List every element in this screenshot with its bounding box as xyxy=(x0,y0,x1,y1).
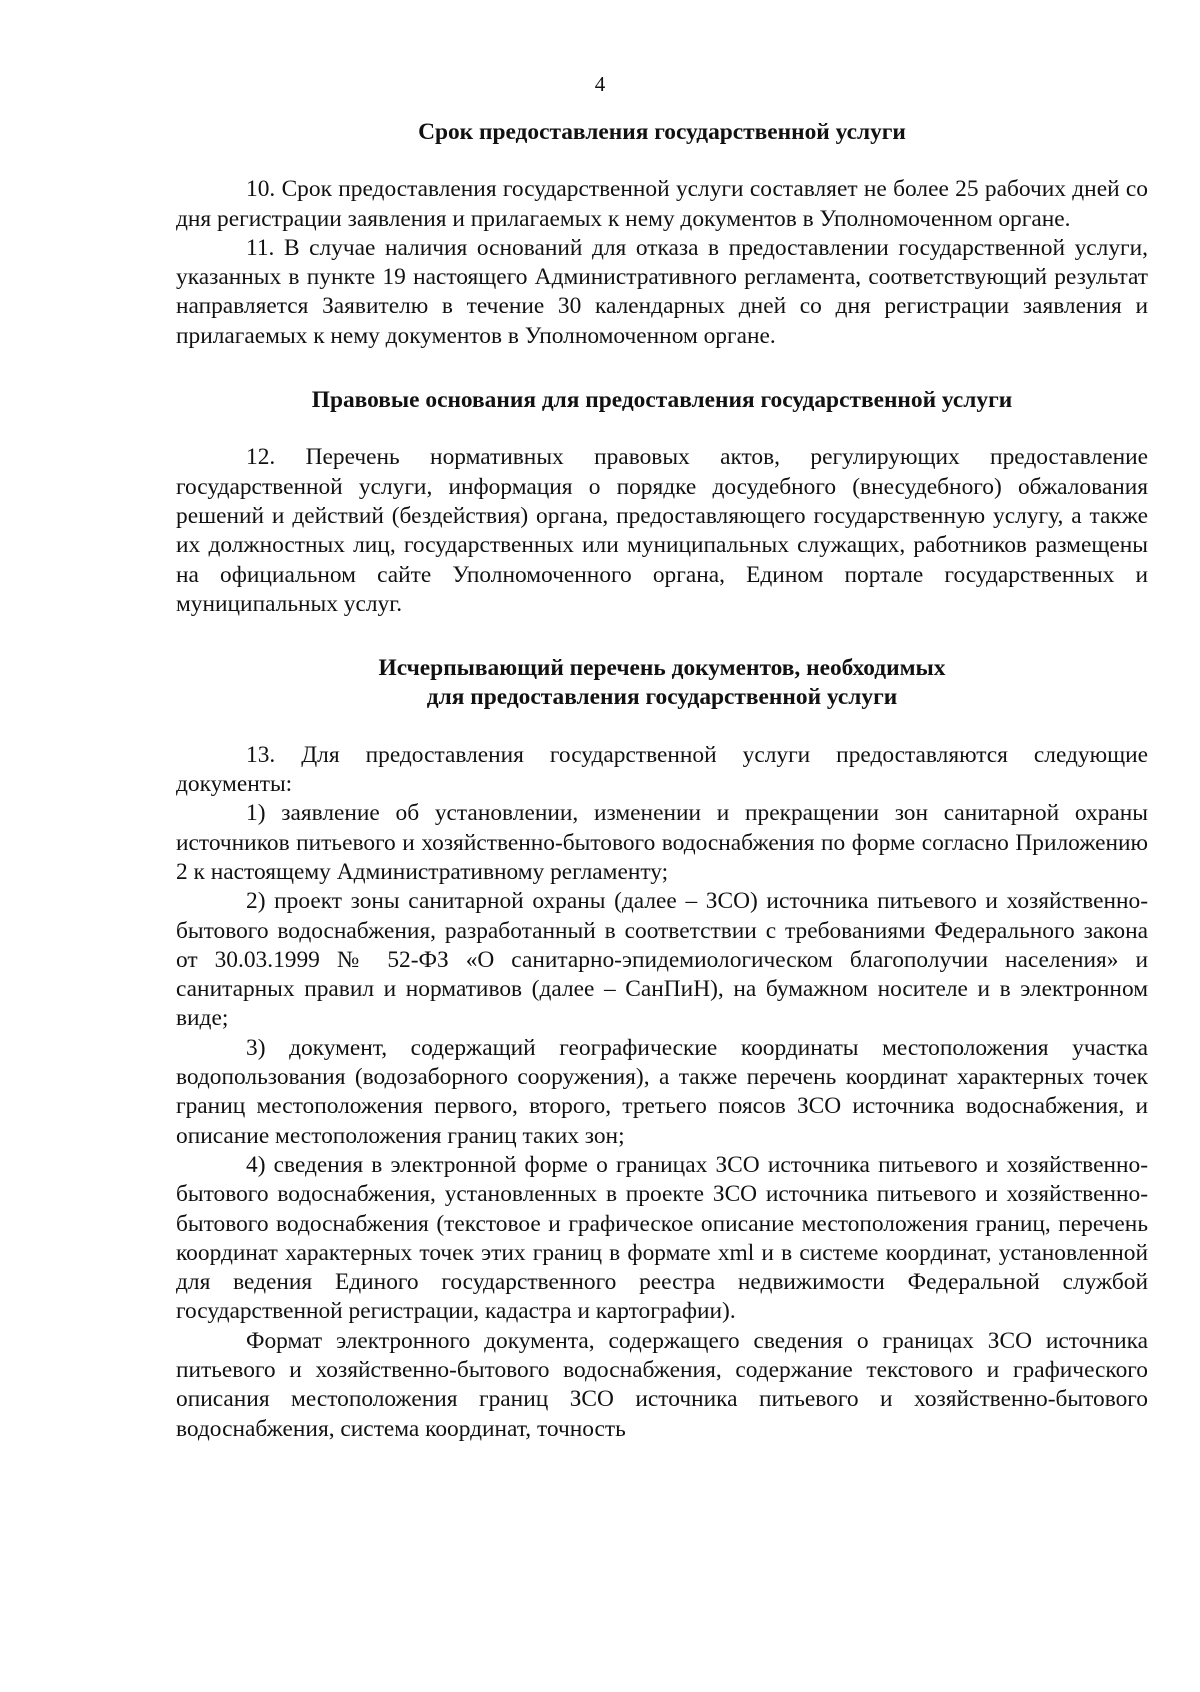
paragraph-13: 13. Для предоставления государственной услуги предоставляются следующие документы: xyxy=(176,741,1148,798)
section-title-documents-list xyxy=(176,654,1148,713)
list-item-4: 4) сведения в электронной форме о границах ЗСО источника питьевого и хозяйственно-бытового водоснабжения, установленных в проекте ЗСО источника питьевого и хозяйственно-бытового водоснабжения (текстовое и графическое описание местоположения границ, перечень координат характерных точек этих границ в формате xml и в системе координат, установленной для ведения Единого государственного реестра недвижимости Федеральной службой государственной регистрации, кадастра и картографии). xyxy=(176,1151,1148,1325)
paragraph-10: 10. Срок предоставления государственной услуги составляет не более 25 рабочих дней со дня регистрации заявления и прилагаемых к нему документов в Уполномоченном органе. xyxy=(176,176,1148,232)
section-title-line: Правовые основания для предоставления государственной услуги xyxy=(311,387,1013,414)
list-item-1: 1) заявление об установлении, изменении и прекращении зон санитарной охраны источников питьевого и хозяйственно-бытового водоснабжения по форме согласно Приложению 2 к настоящему Административному регламенту; xyxy=(176,800,1148,885)
document-body xyxy=(176,118,1148,1444)
paragraph-format: Формат электронного документа, содержащего сведения о границах ЗСО источника питьевого и хозяйственно-бытового водоснабжения, содержание текстового и графического описания местоположения границ ЗСО источника питьевого и хозяйственно-бытового водоснабжения, система координат, точность xyxy=(176,1327,1148,1442)
section-title-legal-basis xyxy=(176,386,1148,415)
paragraph-11: 11. В случае наличия оснований для отказа в предоставлении государственной услуги, указанных в пункте 19 настоящего Административного регламента, соответствующий результат направляется Заявителю в течение 30 календарных дней со дня регистрации заявления и прилагаемых к нему документов в Уполномоченном органе. xyxy=(176,234,1148,349)
section-title-term xyxy=(176,118,1148,147)
section-title-line: Исчерпывающий перечень документов, необходимых xyxy=(378,655,946,682)
section-title-line: Срок предоставления государственной услуги xyxy=(418,119,906,145)
page-number: 4 xyxy=(594,72,606,96)
list-item-3: 3) документ, содержащий географические координаты местоположения участка водопользования (водозаборного сооружения), а также перечень координат характерных точек границ местоположения первого, второго, третьего поясов ЗСО источника водоснабжения, и описание местоположения границ таких зон; xyxy=(176,1034,1148,1149)
paragraph-12: 12. Перечень нормативных правовых актов, регулирующих предоставление государственной услуги, информация о порядке досудебного (внесудебного) обжалования решений и действий (бездействия) органа, предоставляющего государственную услугу, а также их должностных лиц, государственных или муниципальных служащих, работников размещены на официальном сайте Уполномоченного органа, Едином портале государственных и муниципальных услуг. xyxy=(176,444,1148,617)
list-item-2: 2) проект зоны санитарной охраны (далее – ЗСО) источника питьевого и хозяйственно-бытового водоснабжения, разработанный в соответствии с требованиями Федерального закона от 30.03.1999 № 52-ФЗ «О санитарно-эпидемиологическом благополучии населения» и санитарных правил и нормативов (далее – СанПиН), на бумажном носителе и в электронном виде; xyxy=(176,888,1148,1032)
section-title-line: для предоставления государственной услуги xyxy=(426,684,898,711)
